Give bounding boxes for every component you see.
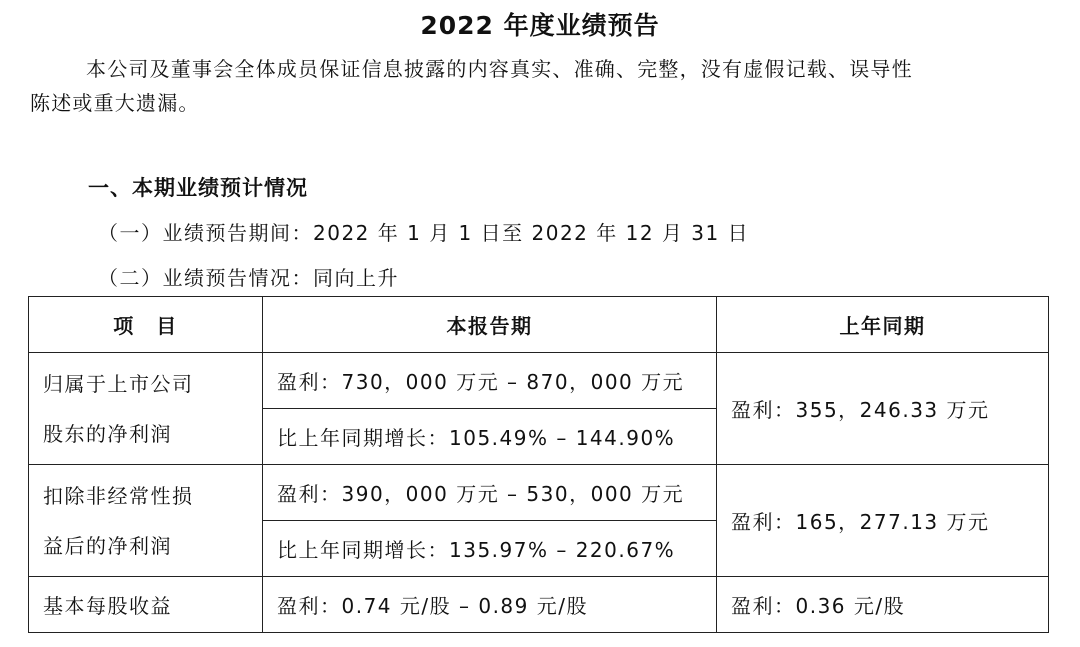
- disclaimer-paragraph: [30, 52, 1046, 120]
- prior-profit: 盈利：165，277.13 万元: [717, 465, 1049, 577]
- page-title: 2022 年度业绩预告: [420, 11, 660, 40]
- table-row: [29, 465, 1049, 521]
- table-row: [29, 353, 1049, 409]
- prior-eps: 盈利：0.36 元/股: [717, 577, 1049, 633]
- row-item-adjusted-net-profit: 扣除非经常性损 益后的净利润: [29, 465, 263, 577]
- section-heading: 一、本期业绩预计情况: [88, 176, 308, 200]
- forecast-situation: （二）业绩预告情况：同向上升: [98, 266, 399, 290]
- table-header-row: [29, 297, 1049, 353]
- header-prior-period: 上年同期: [717, 297, 1049, 353]
- disclaimer-line-1: 本公司及董事会全体成员保证信息披露的内容真实、准确、完整，没有虚假记载、误导性: [86, 57, 913, 81]
- forecast-table: [28, 296, 1049, 633]
- table-row: [29, 577, 1049, 633]
- disclaimer-line-2: 陈述或重大遗漏。: [30, 91, 200, 115]
- forecast-period: （一）业绩预告期间：2022 年 1 月 1 日至 2022 年 12 月 31 日: [98, 221, 750, 245]
- current-growth-range: 比上年同期增长：105.49% – 144.90%: [263, 409, 717, 465]
- row-item-eps: 基本每股收益: [29, 577, 263, 633]
- header-item: 项 目: [29, 297, 263, 353]
- header-current-period: 本报告期: [263, 297, 717, 353]
- current-eps-range: 盈利：0.74 元/股 – 0.89 元/股: [263, 577, 717, 633]
- current-growth-range: 比上年同期增长：135.97% – 220.67%: [263, 521, 717, 577]
- prior-profit: 盈利：355，246.33 万元: [717, 353, 1049, 465]
- current-profit-range: 盈利：730，000 万元 – 870，000 万元: [263, 353, 717, 409]
- current-profit-range: 盈利：390，000 万元 – 530，000 万元: [263, 465, 717, 521]
- row-item-net-profit: 归属于上市公司 股东的净利润: [29, 353, 263, 465]
